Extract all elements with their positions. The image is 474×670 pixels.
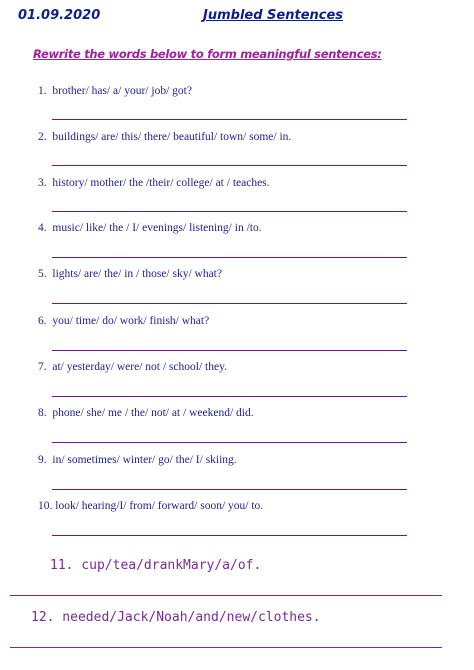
question-5 xyxy=(38,268,222,280)
answer-line-2[interactable] xyxy=(52,165,407,166)
answer-line-12[interactable] xyxy=(10,647,442,648)
question-number: 4. xyxy=(38,222,47,234)
answer-line-3[interactable] xyxy=(52,211,407,212)
question-number: 9. xyxy=(38,454,47,466)
question-number: 10. xyxy=(38,500,53,512)
question-text: at/ yesterday/ were/ not / school/ they. xyxy=(52,361,227,373)
answer-line-5[interactable] xyxy=(52,303,407,304)
question-10 xyxy=(38,500,263,512)
question-12: 12. needed/Jack/Noah/and/new/clothes. xyxy=(31,610,321,625)
question-number: 5. xyxy=(38,268,47,280)
answer-line-7[interactable] xyxy=(52,396,407,397)
question-9 xyxy=(38,454,237,466)
question-8 xyxy=(38,407,254,419)
date-label: 01.09.2020 xyxy=(18,8,101,23)
question-11: 11. cup/tea/drankMary/a/of. xyxy=(50,558,262,573)
answer-line-10[interactable] xyxy=(52,535,407,536)
question-7 xyxy=(38,361,227,373)
question-text: you/ time/ do/ work/ finish/ what? xyxy=(52,315,210,327)
question-number: 7. xyxy=(38,361,47,373)
question-text: history/ mother/ the /their/ college/ at / teaches. xyxy=(52,177,270,189)
question-number: 1. xyxy=(38,85,47,97)
question-text: buildings/ are/ this/ there/ beautiful/ town/ some/ in. xyxy=(52,131,292,143)
question-text: brother/ has/ a/ your/ job/ got? xyxy=(52,85,192,97)
answer-line-9[interactable] xyxy=(52,489,407,490)
question-6 xyxy=(38,315,209,327)
question-number: 8. xyxy=(38,407,47,419)
question-3 xyxy=(38,177,270,189)
page-title: Jumbled Sentences xyxy=(203,8,344,23)
question-1 xyxy=(38,85,192,97)
answer-line-1[interactable] xyxy=(52,119,407,120)
question-text: music/ like/ the / I/ evenings/ listening/ in /to. xyxy=(52,222,262,234)
answer-line-11[interactable] xyxy=(10,595,442,596)
question-text: phone/ she/ me / the/ not/ at / weekend/ did. xyxy=(52,407,254,419)
question-4 xyxy=(38,222,262,234)
question-2 xyxy=(38,131,291,143)
question-number: 2. xyxy=(38,131,47,143)
question-number: 6. xyxy=(38,315,47,327)
answer-line-6[interactable] xyxy=(52,350,407,351)
question-text: in/ sometimes/ winter/ go/ the/ I/ skiing. xyxy=(52,454,237,466)
question-number: 3. xyxy=(38,177,47,189)
answer-line-8[interactable] xyxy=(52,442,407,443)
question-text: look/ hearing/I/ from/ forward/ soon/ you/ to. xyxy=(55,500,264,512)
instructions: Rewrite the words below to form meaningful sentences: xyxy=(33,47,382,61)
question-text: lights/ are/ the/ in / those/ sky/ what? xyxy=(52,268,222,280)
answer-line-4[interactable] xyxy=(52,257,407,258)
